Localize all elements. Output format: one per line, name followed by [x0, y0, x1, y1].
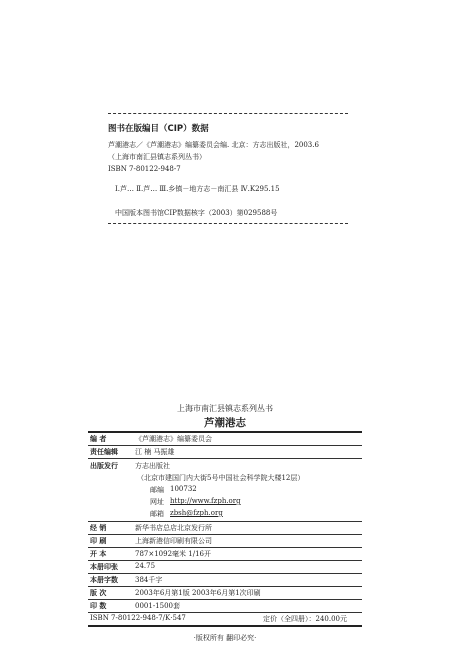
email-link[interactable]: zbsh@fzph.org	[170, 509, 223, 517]
details-rule	[88, 445, 362, 446]
details-bottom-rule	[88, 625, 362, 627]
words-value: 384千字	[135, 576, 163, 584]
details-rule	[88, 547, 362, 548]
cip-line-3: ISBN 7-80122-948-7	[108, 165, 181, 173]
words-label: 本册字数	[90, 576, 118, 584]
printer-label: 印 刷	[90, 537, 107, 545]
edition-value: 2003年6月第1版 2003年6月第1次印刷	[135, 589, 261, 597]
publisher-label: 出版发行	[90, 462, 118, 470]
distributor-value: 新华书店总店北京发行所	[135, 524, 212, 532]
cip-line-1: 芦潮港志／《芦潮港志》编纂委员会编. 北京：方志出版社，2003.6	[108, 141, 319, 149]
resp-editor-value: 江 楠 马振雄	[135, 448, 175, 456]
cip-bottom-dashed-rule	[108, 223, 348, 224]
copyright-notice: ·版权所有 翻印必究·	[193, 634, 257, 642]
isbn-code: ISBN 7-80122-948-7/K·547	[90, 614, 186, 622]
cip-top-dashed-rule	[108, 113, 348, 114]
details-rule	[88, 458, 362, 459]
publisher-name: 方志出版社	[135, 462, 170, 470]
copies-label: 印 数	[90, 602, 107, 610]
cip-line-4: Ⅰ.芦… Ⅱ.芦… Ⅲ.乡镇－地方志－南汇县 Ⅳ.K295.15	[115, 185, 280, 193]
details-rule	[88, 612, 362, 613]
details-rule	[88, 599, 362, 600]
publisher-address: （北京市建国门内大街5号中国社会科学院大楼12层）	[137, 474, 305, 482]
distributor-label: 经 销	[90, 524, 107, 532]
editor-value: 《芦潮港志》编纂委员会	[135, 435, 212, 443]
cip-line-2: （上海市南汇县镇志系列丛书）	[108, 153, 206, 161]
price: 定价（全四册）：240.00元	[263, 615, 347, 623]
sheets-label: 本册印张	[90, 563, 118, 571]
details-rule	[88, 560, 362, 561]
website-link[interactable]: http://www.fzph.org	[170, 497, 241, 505]
postcode-label: 邮编	[150, 486, 164, 494]
copies-value: 0001-1500套	[135, 602, 180, 610]
series-title: 上海市南汇县镇志系列丛书	[177, 404, 273, 413]
cip-line-5: 中国版本图书馆CIP数据核字（2003）第029588号	[115, 209, 278, 217]
sheets-value: 24.75	[135, 562, 156, 570]
details-rule	[88, 534, 362, 535]
details-top-rule	[88, 431, 362, 433]
postcode-value: 100732	[170, 485, 197, 493]
format-label: 开 本	[90, 550, 107, 558]
editor-label: 编 者	[90, 435, 107, 443]
website-label: 网址	[150, 498, 164, 506]
details-rule	[88, 521, 362, 522]
email-label: 邮箱	[150, 510, 164, 518]
cip-heading: 图书在版编目（CIP）数据	[108, 124, 209, 134]
format-value: 787×1092毫米 1/16开	[135, 550, 211, 558]
book-title: 芦潮港志	[204, 417, 246, 429]
resp-editor-label: 责任编辑	[90, 448, 118, 456]
details-rule	[88, 573, 362, 574]
details-rule	[88, 586, 362, 587]
edition-label: 版 次	[90, 589, 107, 597]
printer-value: 上海新港信印刷有限公司	[135, 537, 212, 545]
